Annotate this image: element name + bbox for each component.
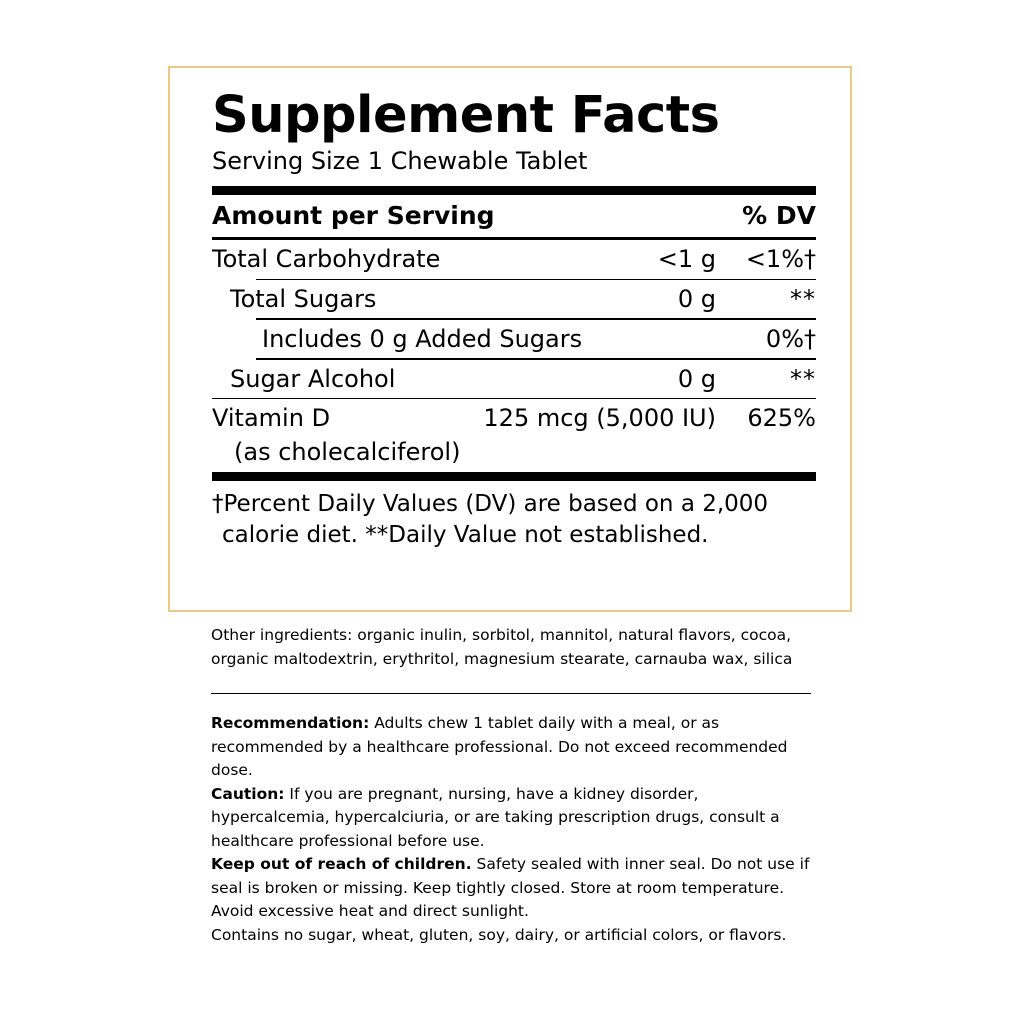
footnote-line-2: calorie diet. **Daily Value not established. (222, 521, 709, 548)
nutrient-name: Total Sugars (230, 285, 377, 314)
rule-thick-top (212, 186, 816, 195)
contains-free-statement: Contains no sugar, wheat, gluten, soy, dairy, or artificial colors, or flavors. (211, 926, 787, 945)
keep-out-text: Safety sealed with inner seal. Do not use if seal is broken or missing. Keep tightly closed. Store at room temperature. Avoid excessive heat and direct sunlight. (211, 855, 810, 921)
keep-out-of-reach-block (211, 853, 811, 924)
table-row (212, 360, 816, 398)
rule-thick-bottom (212, 472, 816, 481)
caution-text: If you are pregnant, nursing, have a kidney disorder, hypercalcemia, hypercalciuria, or are taking prescription drugs, consult a healthcare professional before use. (211, 784, 780, 850)
footnote-line-1: †Percent Daily Values (DV) are based on a 2,000 (212, 491, 769, 518)
label-body-text (211, 624, 811, 948)
nutrient-amount: 0 g (677, 285, 716, 314)
panel-title: Supplement Facts (212, 86, 720, 145)
nutrient-name: Total Carbohydrate (212, 245, 441, 274)
table-row (212, 399, 816, 437)
nutrient-amount: 0 g (677, 364, 716, 393)
nutrient-amount: <1 g (657, 245, 716, 274)
percent-dv-header: % DV (742, 200, 816, 230)
other-ingredients: Other ingredients: organic inulin, sorbitol, mannitol, natural flavors, cocoa, organic maltodextrin, erythritol, magnesium stearate, carnauba wax, silica (211, 626, 793, 668)
caution-block (211, 783, 811, 854)
supplement-facts-inner (212, 86, 816, 550)
section-divider (211, 693, 811, 694)
nutrient-name: Sugar Alcohol (230, 364, 396, 393)
nutrient-dv: ** (790, 364, 816, 393)
serving-size-text: Serving Size 1 Chewable Tablet (212, 147, 588, 175)
recommendation-text: Adults chew 1 tablet daily with a meal, or as recommended by a healthcare professional. Do not exceed recommended dose. (211, 714, 788, 780)
keep-out-label: Keep out of reach of children. (211, 855, 472, 874)
table-row (212, 280, 816, 318)
footnote (212, 481, 816, 550)
caution-label: Caution: (211, 784, 285, 803)
nutrient-name: Includes 0 g Added Sugars (262, 324, 583, 353)
amount-per-serving-header: Amount per Serving (212, 200, 495, 230)
recommendation-block (211, 712, 811, 783)
nutrient-name: Vitamin D (212, 404, 331, 433)
nutrient-dv: <1%† (745, 245, 816, 274)
nutrient-dv: 625% (747, 404, 816, 433)
supplement-facts-panel (168, 66, 852, 612)
table-row (212, 240, 816, 278)
recommendation-label: Recommendation: (211, 714, 370, 733)
nutrient-dv: ** (790, 285, 816, 314)
table-row (212, 320, 816, 358)
nutrient-amount: 125 mcg (5,000 IU) (483, 404, 716, 433)
vitamin-d-source: (as cholecalciferol) (234, 437, 461, 466)
table-header-row (212, 195, 816, 238)
nutrient-dv: 0%† (765, 324, 816, 353)
